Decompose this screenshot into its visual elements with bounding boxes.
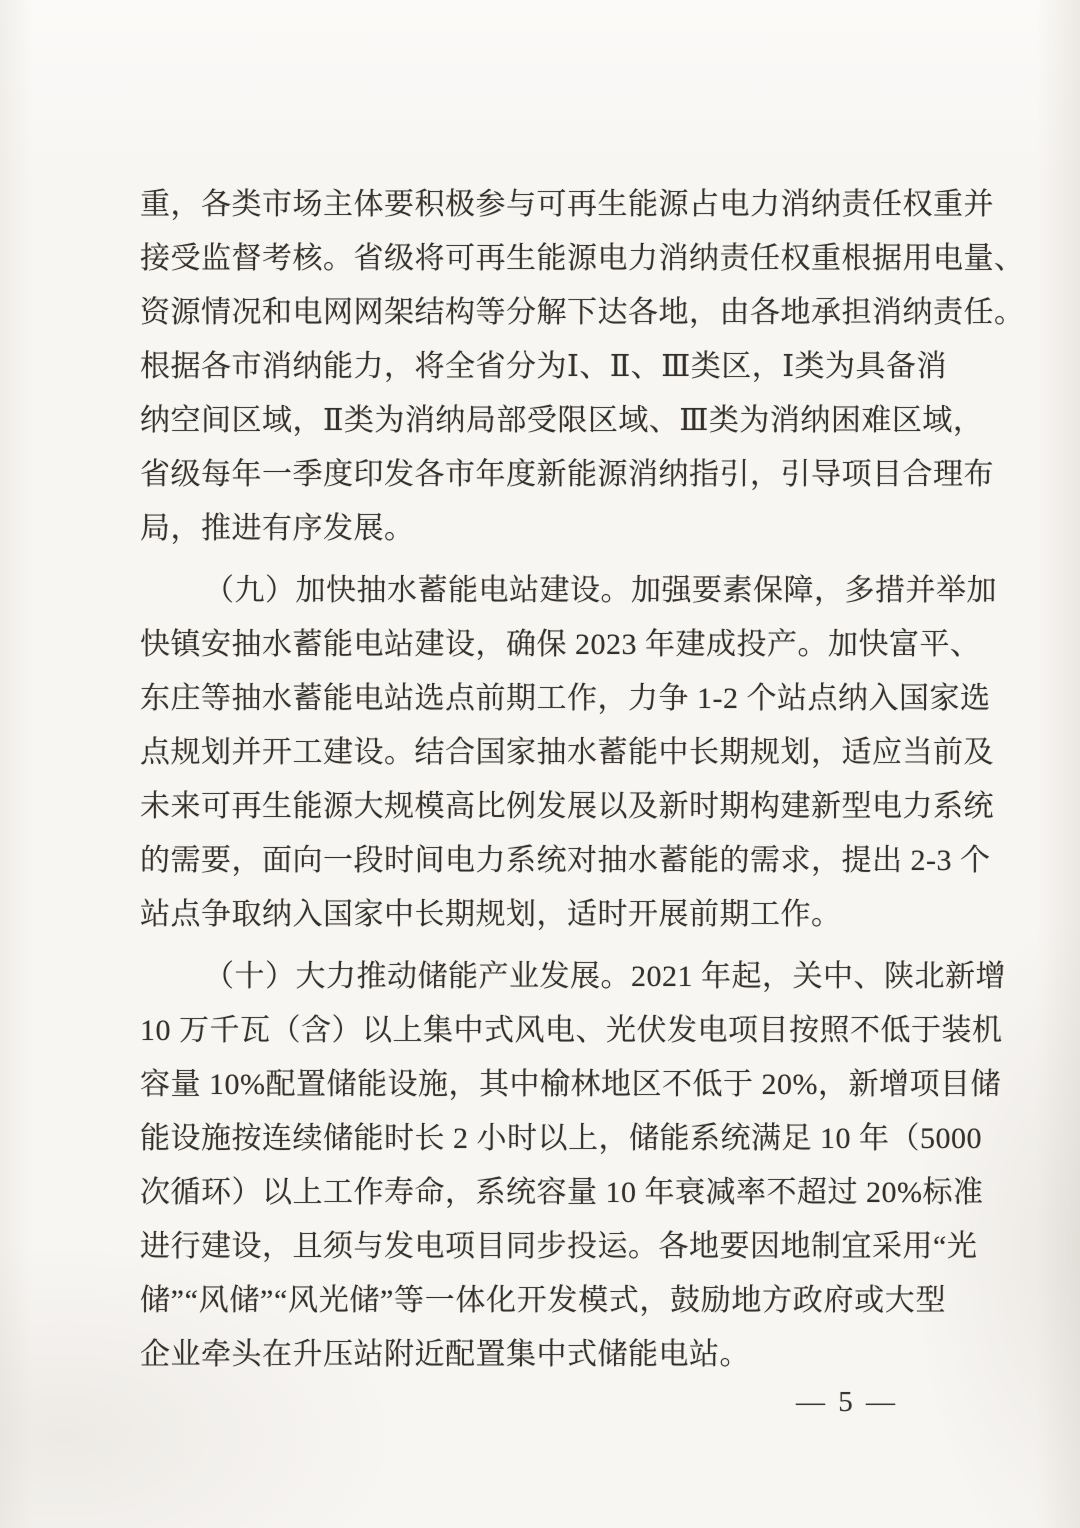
text-line: 容 量 10% 配 置 储 能 设 施 ， 其 中 榆 林 地 区 不 低 于 20% ， 新 增 项 目 储 [140,1068,1001,1101]
paragraph-start-line-10: （ 十 ） 大 力 推 动 储 能 产 业 发 展 。 2021 年 起 ， 关 中 、 陕 北 新 增 [204,960,1006,993]
paragraph-start-line-9: （ 九 ） 加 快 抽 水 蓄 能 电 站 建 设 。 加 强 要 素 保 障 ， 多 措 并 举 加 [204,574,997,607]
text-line: 站点争取纳入国家中长期规划，适时开展前期工作。 [140,898,842,931]
text-line: 未 来 可 再 生 能 源 大 规 模 高 比 例 发 展 以 及 新 时 期 构 建 新 型 电 力 系 统 [140,790,994,823]
text-line: 局，推进有序发展。 [140,512,415,545]
document-body-text [140,178,1025,1382]
page-number: — 5 — [796,1386,898,1418]
text-line: 次 循 环 ） 以 上 工 作 寿 命 ， 系 统 容 量 10 年 衰 减 率 不 超 过 20% 标 准 [140,1176,984,1209]
text-line: 点 规 划 并 开 工 建 设 。 结 合 国 家 抽 水 蓄 能 中 长 期 规 划 ， 适 应 当 前 及 [140,736,994,769]
text-line: 资 源 情 况 和 电 网 网 架 结 构 等 分 解 下 达 各 地 ， 由 各 地 承 担 消 纳 责 任 。 [140,296,1025,329]
text-line: 纳 空 间 区 域 ， Ⅱ 类 为 消 纳 局 部 受 限 区 域 、 Ⅲ 类 为 消 纳 困 难 区 域 ， [140,404,984,437]
text-line: 企业牵头在升压站附近配置集中式储能电站。 [140,1338,750,1371]
text-line: 接 受 监 督 考 核 。 省 级 将 可 再 生 能 源 电 力 消 纳 责 任 权 重 根 据 用 电 量 、 [140,242,1025,275]
text-line: 进 行 建 设 ， 且 须 与 发 电 项 目 同 步 投 运 。 各 地 要 因 地 制 宜 采 用 “ 光 [140,1230,978,1263]
text-line: 10 万 千 瓦 （ 含 ） 以 上 集 中 式 风 电 、 光 伏 发 电 项 目 按 照 不 低 于 装 机 [140,1014,1003,1047]
text-line: 重 ， 各 类 市 场 主 体 要 积 极 参 与 可 再 生 能 源 占 电 力 消 纳 责 任 权 重 并 [140,188,994,221]
text-line: 东 庄 等 抽 水 蓄 能 电 站 选 点 前 期 工 作 ， 力 争 1-2 个 站 点 纳 入 国 家 选 [140,682,991,715]
text-line: 储 ” “ 风 储 ” “ 风 光 储 ” 等 一 体 化 开 发 模 式 ， 鼓 励 地 方 政 府 或 大 型 [140,1284,946,1317]
text-line: 的 需 要 ， 面 向 一 段 时 间 电 力 系 统 对 抽 水 蓄 能 的 需 求 ， 提 出 2-3 个 [140,844,991,877]
text-line: 根 据 各 市 消 纳 能 力 ， 将 全 省 分 为 Ⅰ 、 Ⅱ 、 Ⅲ 类 区 ， Ⅰ 类 为 具 备 消 [140,350,948,383]
text-line: 省 级 每 年 一 季 度 印 发 各 市 年 度 新 能 源 消 纳 指 引 ， 引 导 项 目 合 理 布 [140,458,994,491]
text-line: 能 设 施 按 连 续 储 能 时 长 2 小 时 以 上 ， 储 能 系 统 满 足 10 年 （ 5000 [140,1122,982,1155]
text-line: 快 镇 安 抽 水 蓄 能 电 站 建 设 ， 确 保 2023 年 建 成 投 产 。 加 快 富 平 、 [140,628,981,661]
